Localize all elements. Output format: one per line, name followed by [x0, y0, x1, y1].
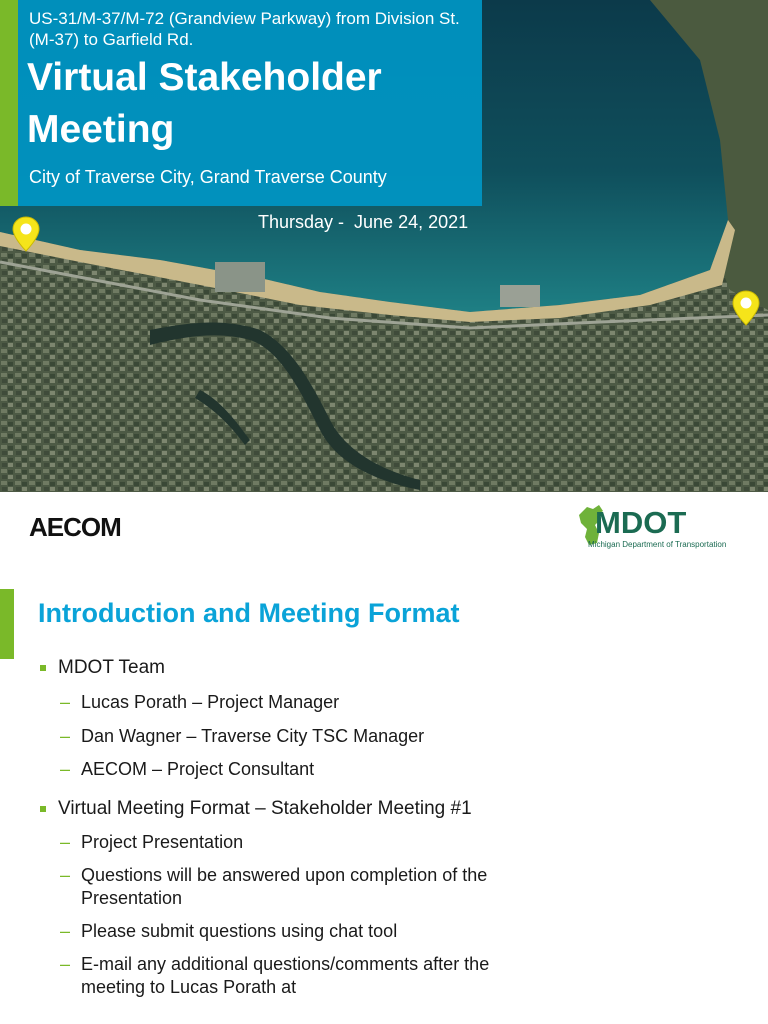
meeting-title: Virtual Stakeholder Meeting [27, 56, 382, 151]
sub-bullet-item: – Dan Wagner – Traverse City TSC Manager [60, 726, 425, 746]
dash-icon: – [60, 759, 71, 779]
accent-bar [0, 589, 14, 659]
sub-bullet-item: – E-mail any additional questions/comments after the meeting to Lucas Porath at [60, 954, 490, 997]
meeting-date: Thursday - June 24, 2021 [258, 212, 469, 232]
dash-icon: – [60, 865, 71, 885]
mdot-logo: MDOT [595, 505, 687, 540]
bullet-item: Virtual Meeting Format – Stakeholder Meeting #1 [40, 797, 520, 821]
slide-title: Introduction and Meeting Format [38, 598, 460, 628]
bullet-item: MDOT Team [40, 656, 520, 680]
accent-strip [0, 0, 18, 206]
map-pin-icon [732, 290, 760, 326]
sub-bullet-item: – Project Presentation [60, 832, 244, 852]
sub-bullet-item: – AECOM – Project Consultant [60, 759, 315, 779]
sub-bullet-item: – Please submit questions using chat tool [60, 921, 398, 941]
dash-icon: – [60, 921, 71, 941]
dash-icon: – [60, 954, 71, 974]
title-panel [18, 0, 482, 206]
dash-icon: – [60, 726, 71, 746]
bullet-square-icon [40, 806, 46, 812]
map-pin-icon [12, 216, 40, 252]
location-text: City of Traverse City, Grand Traverse County [29, 167, 387, 187]
bullet-square-icon [40, 665, 46, 671]
mdot-logo-subtitle: Michigan Department of Transportation [588, 540, 727, 549]
bullet-list [40, 656, 520, 999]
route-description: US-31/M-37/M-72 (Grandview Parkway) from Division St. (M-37) to Garfield Rd. [29, 9, 460, 49]
hero-slide [0, 0, 768, 492]
sub-bullet-item: – Lucas Porath – Project Manager [60, 692, 340, 712]
sub-bullet-item: – Questions will be answered upon completion of the Presentation [60, 865, 488, 908]
dash-icon: – [60, 832, 71, 852]
aecom-logo: AECOM [29, 512, 121, 542]
dash-icon: – [60, 692, 71, 712]
